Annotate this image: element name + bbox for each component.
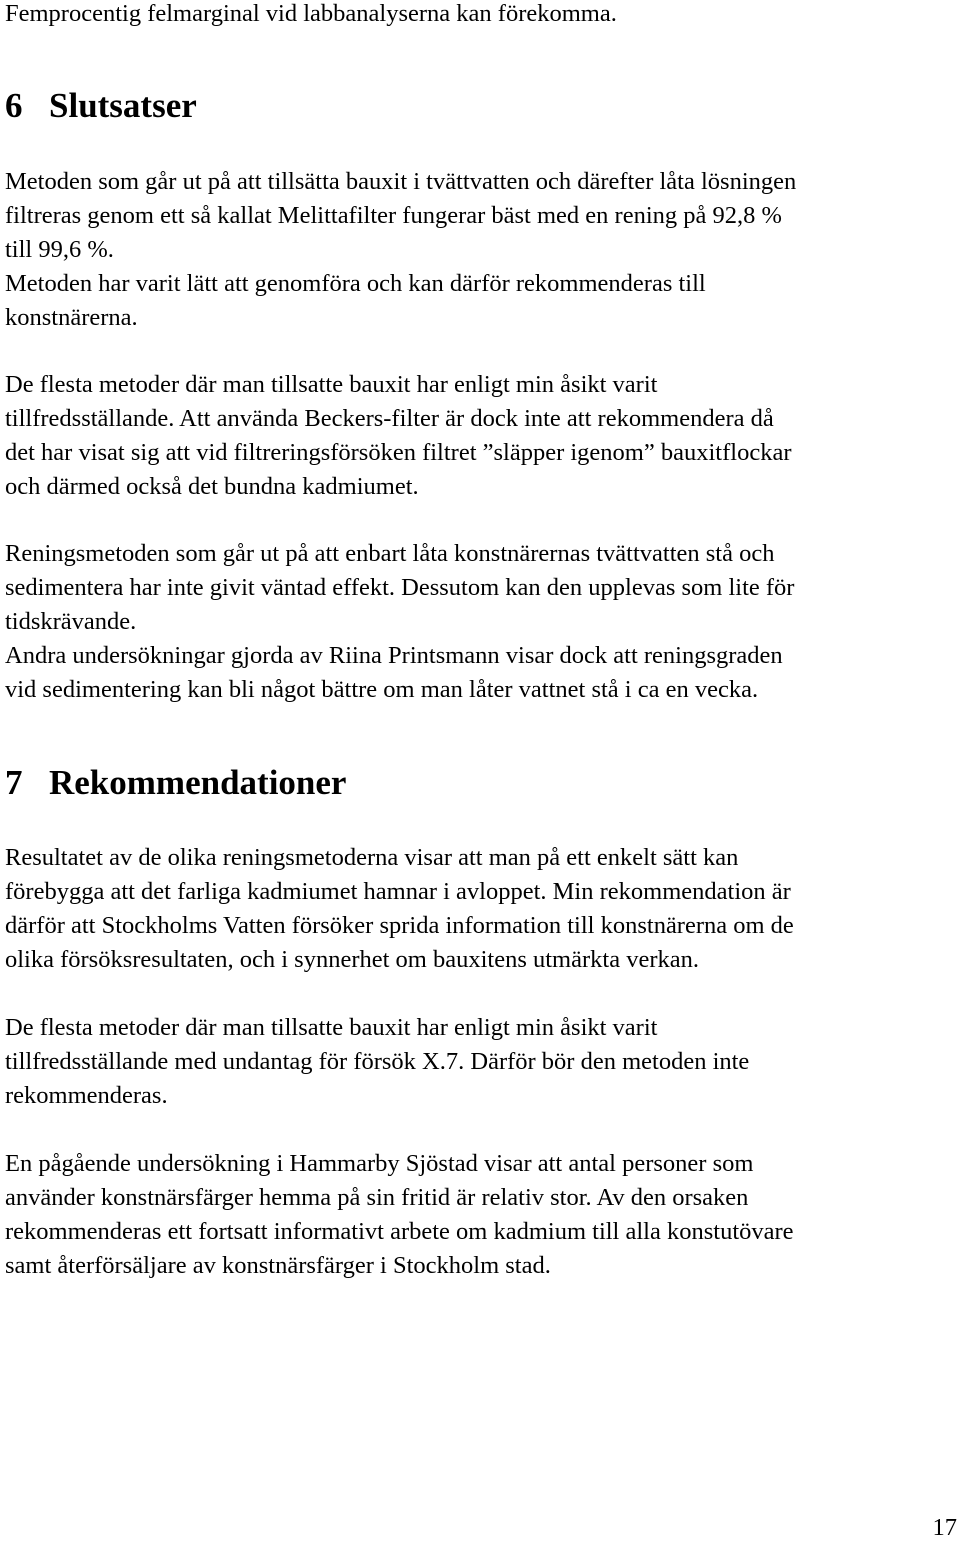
text-line: sedimentera har inte givit väntad effekt. Dessutom kan den upplevas som lite för	[5, 574, 795, 601]
text-line: olika försöksresultaten, och i synnerhet om bauxitens utmärkta verkan.	[5, 946, 699, 973]
text-line: därför att Stockholms Vatten försöker sprida information till konstnärerna om de	[5, 912, 794, 939]
text-line: och därmed också det bundna kadmiumet.	[5, 473, 419, 500]
text-line: De flesta metoder där man tillsatte bauxit har enligt min åsikt varit	[5, 1014, 658, 1041]
text-line: rekommenderas ett fortsatt informativt arbete om kadmium till alla konstutövare	[5, 1218, 794, 1245]
text-line: tidskrävande.	[5, 608, 137, 635]
section-6-number: 6	[5, 86, 23, 125]
text-line: samt återförsäljare av konstnärsfärger i Stockholm stad.	[5, 1252, 551, 1279]
intro-line: Femprocentig felmarginal vid labbanalyserna kan förekomma.	[5, 0, 617, 27]
section-7-heading	[5, 763, 346, 803]
text-line: det har visat sig att vid filtreringsförsöken filtret ”släpper igenom” bauxitflockar	[5, 439, 792, 466]
text-line: Metoden som går ut på att tillsätta bauxit i tvättvatten och därefter låta lösningen	[5, 168, 797, 195]
section-7-number: 7	[5, 763, 23, 802]
text-line: Resultatet av de olika reningsmetoderna visar att man på ett enkelt sätt kan	[5, 844, 739, 871]
text-line: filtreras genom ett så kallat Melittafilter fungerar bäst med en rening på 92,8 %	[5, 202, 782, 229]
section-6-paragraph-3	[5, 537, 794, 707]
text-line: tillfredsställande. Att använda Beckers-filter är dock inte att rekommendera då	[5, 405, 774, 432]
text-line: En pågående undersökning i Hammarby Sjöstad visar att antal personer som	[5, 1150, 754, 1177]
section-6-paragraph-2	[5, 368, 791, 504]
section-6-heading	[5, 86, 197, 126]
text-line: rekommenderas.	[5, 1082, 168, 1109]
text-line: vid sedimentering kan bli något bättre om man låter vattnet stå i ca en vecka.	[5, 676, 759, 703]
text-line: använder konstnärsfärger hemma på sin fritid är relativ stor. Av den orsaken	[5, 1184, 749, 1211]
text-line: Andra undersökningar gjorda av Riina Printsmann visar dock att reningsgraden	[5, 642, 783, 669]
section-6-title: Slutsatser	[49, 86, 197, 125]
page-number: 17	[932, 1514, 957, 1541]
text-line: De flesta metoder där man tillsatte bauxit har enligt min åsikt varit	[5, 371, 658, 398]
text-line: till 99,6 %.	[5, 236, 114, 263]
section-7-paragraph-1	[5, 841, 794, 977]
text-line: Reningsmetoden som går ut på att enbart låta konstnärernas tvättvatten stå och	[5, 540, 775, 567]
text-line: konstnärerna.	[5, 304, 138, 331]
section-7-paragraph-3	[5, 1147, 794, 1283]
section-7-title: Rekommendationer	[49, 763, 347, 802]
text-line: Metoden har varit lätt att genomföra och kan därför rekommenderas till	[5, 270, 706, 297]
text-line: förebygga att det farliga kadmiumet hamnar i avloppet. Min rekommendation är	[5, 878, 791, 905]
section-6-paragraph-1	[5, 165, 796, 335]
section-7-paragraph-2	[5, 1011, 749, 1113]
text-line: tillfredsställande med undantag för försök X.7. Därför bör den metoden inte	[5, 1048, 750, 1075]
